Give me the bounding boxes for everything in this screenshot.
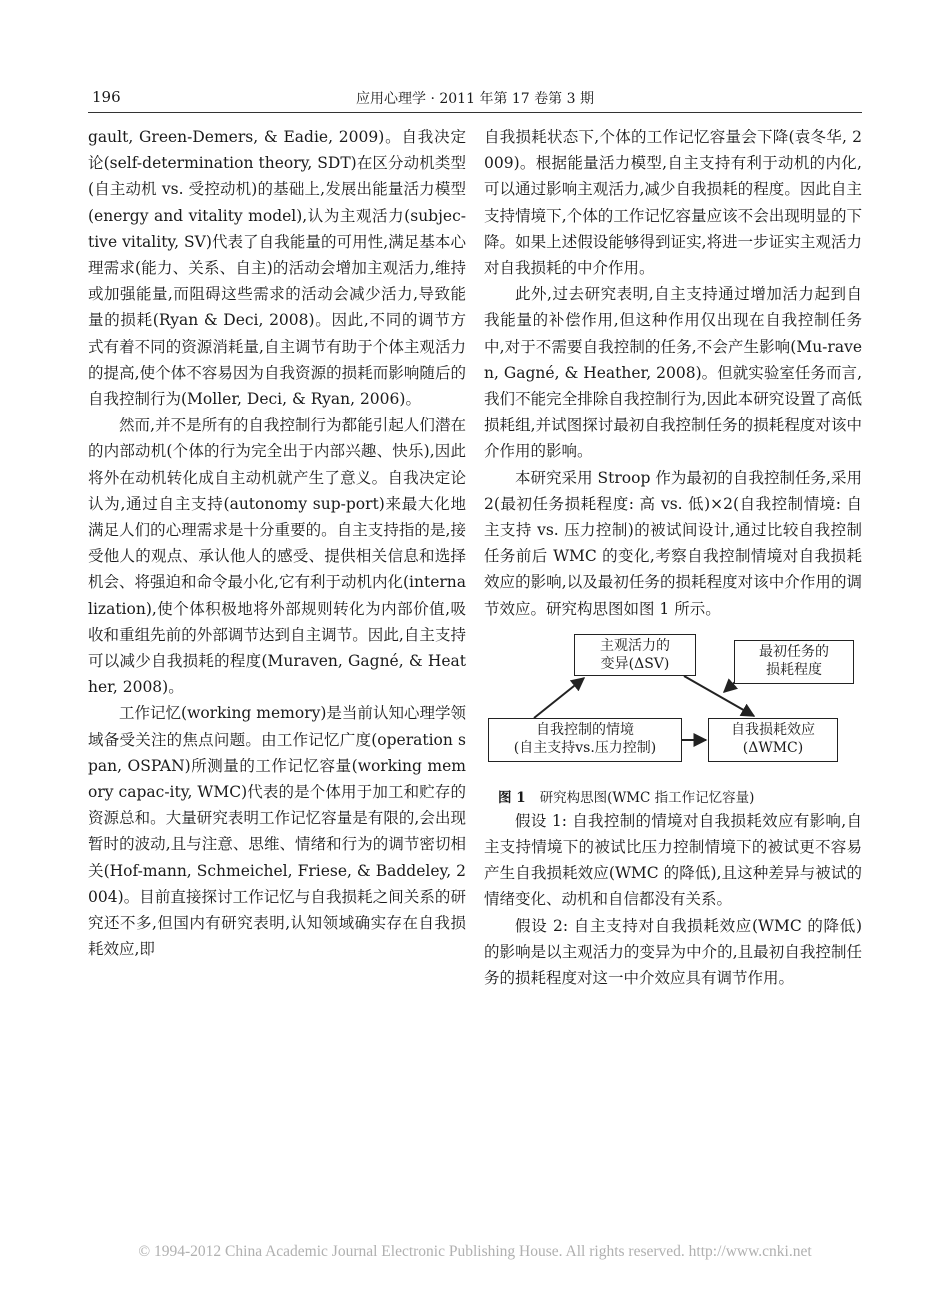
running-head: 应用心理学 · 2011 年第 17 卷第 3 期 [356, 91, 594, 107]
page-number: 196 [92, 88, 121, 106]
header-rule [88, 112, 862, 113]
box-line: 自我损耗效应 [731, 721, 815, 738]
paragraph: gault, Green-Demers, & Eadie, 2009)。自我决定论(self-determination theory, SDT)在区分动机类型(自主动机 vs. 受控动机)的基础上,发展出能量活力模型(energy and vitality model),认为主观活力(subjec-tive vitality, SV)代表了自我能量的可用性,满足基本心理需求(能力、关系、自主)的活动会增加主观活力,维持或加强能量,而阻碍这些需求的活动会减少活力,导致能量的损耗(Ryan & Deci, 2008)。因此,不同的调节方式有着不同的资源消耗量,自主调节有助于个体主观活力的提高,使个体不容易因为自我资源的损耗而影响随后的自我控制行为(Moller, Deci, & Ryan, 2006)。 [88, 128, 466, 409]
box-self-control-context [488, 718, 682, 762]
right-column [484, 124, 862, 991]
box-subjective-vitality [574, 634, 696, 676]
box-line: 变异(ΔSV) [600, 655, 670, 672]
box-line: 主观活力的 [600, 637, 670, 654]
figure-1 [484, 626, 862, 786]
box-line: 最初任务的 [759, 643, 829, 660]
figure-caption-text: 研究构思图(WMC 指工作记忆容量) [539, 789, 755, 806]
paragraph: 然而,并不是所有的自我控制行为都能引起人们潜在的内部动机(个体的行为完全出于内部兴趣、快乐),因此将外在动机转化成自主动机就产生了意义。自我决定论认为,通过自主支持(autonomy sup-port)来最大化地满足人们的心理需求是十分重要的。自主支持指的是,接受他人的观点、承认他人的感受、提供相关信息和选择机会、将强迫和命令最小化,它有利于动机内化(internalization),使个体积极地将外部规则转化为内部价值,吸收和重组先前的外部调节达到自主调节。因此,自主支持可以减少自我损耗的程度(Muraven, Gagné, & Heather, 2008)。 [88, 416, 466, 697]
box-initial-depletion [734, 640, 854, 684]
paragraph: 本研究采用 Stroop 作为最初的自我控制任务,采用 2(最初任务损耗程度: 高 vs. 低)×2(自我控制情境: 自主支持 vs. 压力控制)的被试间设计,通过比较自我控制任务前后 WMC 的变化,考察自我控制情境对自我损耗效应的影响,以及最初任务的损耗程度对该中介作用的调节效应。研究构思图如图 1 所示。 [484, 468, 862, 618]
paragraph: 自我损耗状态下,个体的工作记忆容量会下降(袁冬华, 2009)。根据能量活力模型,自主支持有利于动机的内化,可以通过影响主观活力,减少自我损耗的程度。因此自主支持情境下,个体的工作记忆容量应该不会出现明显的下降。如果上述假设能够得到证实,将进一步证实主观活力对自我损耗的中介作用。 [484, 128, 862, 278]
arrow-context-to-sv [534, 678, 584, 718]
paragraph: 工作记忆(working memory)是当前认知心理学领域备受关注的焦点问题。由工作记忆广度(operation span, OSPAN)所测量的工作记忆容量(working memory capac-ity, WMC)代表的是个体用于加工和贮存的资源总和。大量研究表明工作记忆容量是有限的,会出现暂时的波动,且与注意、思维、情绪和行为的调节密切相关(Hof-mann, Schmeichel, Friese, & Baddeley, 2004)。目前直接探讨工作记忆与自我损耗之间关系的研究还不多,但国内有研究表明,认知领域确实存在自我损耗效应,即 [88, 704, 466, 959]
paragraph: 假设 1: 自我控制的情境对自我损耗效应有影响,自主支持情境下的被试比压力控制情境下的被试更不容易产生自我损耗效应(WMC 的降低),且这种差异与被试的情绪变化、动机和自信都没有关系。 [484, 811, 862, 909]
box-line: (自主支持vs.压力控制) [513, 739, 657, 756]
paragraph: 假设 2: 自主支持对自我损耗效应(WMC 的降低)的影响是以主观活力的变异为中介的,且最初自我控制任务的损耗程度对这一中介效应具有调节作用。 [484, 916, 862, 988]
figure-caption [484, 788, 862, 808]
box-line: 损耗程度 [766, 661, 822, 678]
figure-caption-label: 图 1 [498, 789, 526, 806]
box-line: (ΔWMC) [742, 739, 804, 756]
box-line: 自我控制的情境 [536, 721, 634, 738]
paragraph: 此外,过去研究表明,自主支持通过增加活力起到自我能量的补偿作用,但这种作用仅出现在自我控制任务中,对于不需要自我控制的任务,不会产生影响(Mu-raven, Gagné, & Heather, 2008)。但就实验室任务而言,我们不能完全排除自我控制行为,因此本研究设置了高低损耗组,并试图探讨最初自我控制任务的损耗程度对该中介作用的影响。 [484, 285, 862, 461]
left-column [88, 124, 466, 963]
box-ego-depletion [708, 718, 838, 762]
copyright-footer: © 1994-2012 China Academic Journal Electronic Publishing House. All rights reserved. http://www.cnki.net [138, 1243, 812, 1260]
